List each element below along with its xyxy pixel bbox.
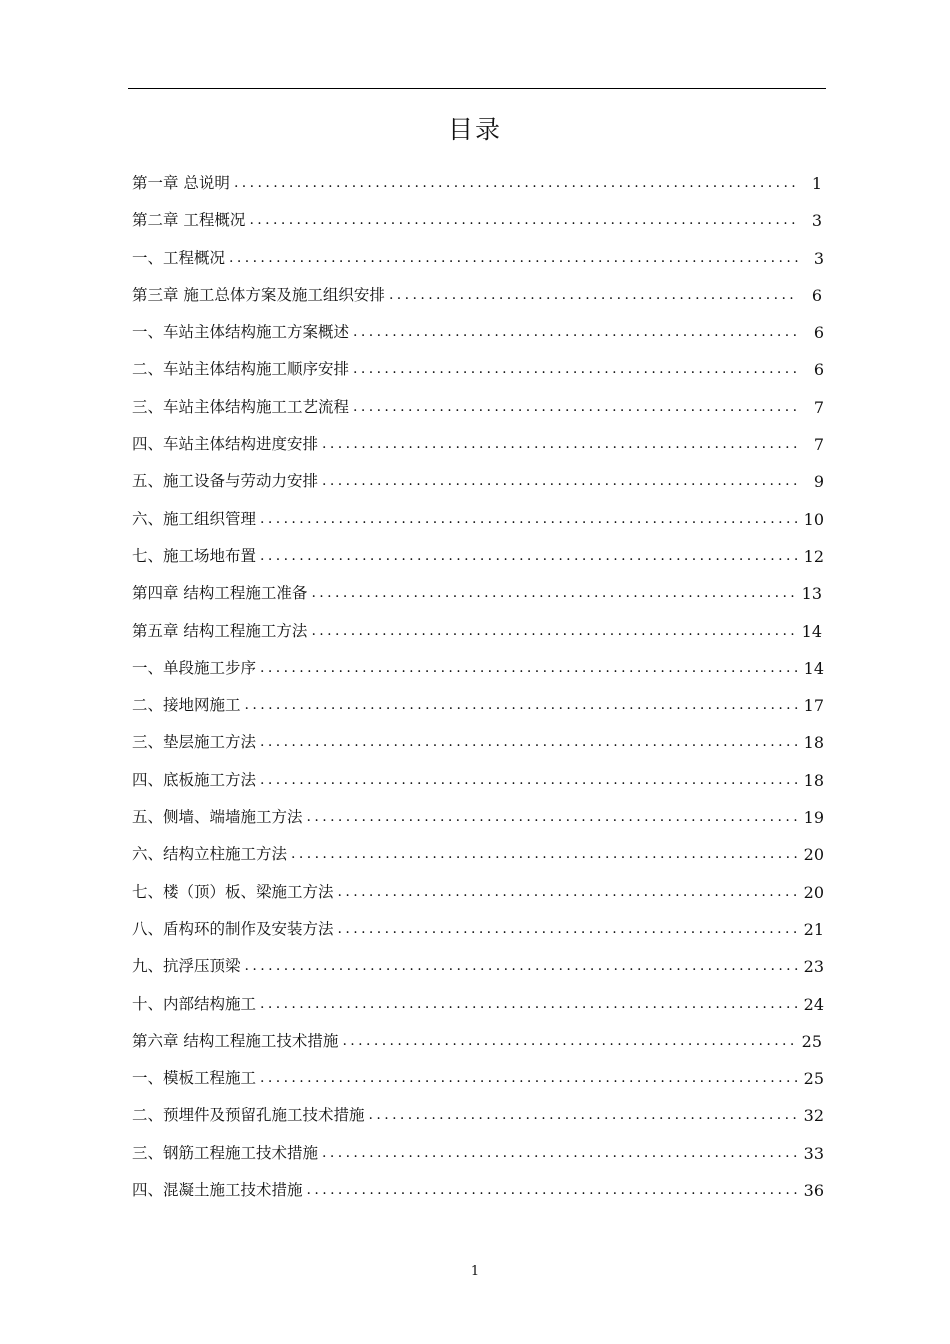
toc-entry-label: 第五章 结构工程施工方法 bbox=[132, 621, 308, 640]
toc-entry-label: 二、车站主体结构施工顺序安排 bbox=[132, 360, 350, 379]
toc-entry[interactable] bbox=[132, 948, 832, 985]
toc-entry-page: 21 bbox=[803, 919, 824, 939]
toc-entry[interactable] bbox=[132, 799, 832, 836]
toc-entry-page: 20 bbox=[803, 882, 824, 902]
toc-entry-page: 9 bbox=[813, 472, 824, 492]
toc-entry-label: 第二章 工程概况 bbox=[132, 211, 246, 230]
toc-entry-label: 四、车站主体结构进度安排 bbox=[132, 435, 319, 454]
toc-entry-label: 第六章 结构工程施工技术措施 bbox=[132, 1031, 339, 1050]
toc-entry[interactable] bbox=[132, 277, 832, 314]
toc-entry[interactable] bbox=[132, 1060, 832, 1097]
toc-entry-label: 第三章 施工总体方案及施工组织安排 bbox=[132, 285, 385, 304]
toc-entry-page: 12 bbox=[803, 546, 824, 566]
toc-dot-leader bbox=[260, 1060, 798, 1097]
toc-entry[interactable] bbox=[132, 165, 832, 202]
toc-entry-label: 三、垫层施工方法 bbox=[132, 733, 257, 752]
toc-entry-label: 一、工程概况 bbox=[132, 248, 226, 267]
toc-dot-leader bbox=[245, 687, 798, 724]
toc-entry[interactable] bbox=[132, 1172, 832, 1209]
toc-entry-label: 五、侧墙、端墙施工方法 bbox=[132, 808, 303, 827]
toc-dot-leader bbox=[307, 1172, 798, 1209]
toc-entry[interactable] bbox=[132, 501, 832, 538]
toc-entry-label: 七、施工场地布置 bbox=[132, 546, 257, 565]
toc-dot-leader bbox=[311, 575, 796, 612]
toc-entry-page: 1 bbox=[811, 174, 822, 193]
toc-entry-page: 18 bbox=[803, 770, 824, 790]
toc-entry[interactable] bbox=[132, 724, 832, 761]
toc-entry[interactable] bbox=[132, 202, 832, 239]
toc-entry[interactable] bbox=[132, 1023, 832, 1060]
toc-entry-page: 36 bbox=[803, 1181, 824, 1201]
toc-entry-page: 3 bbox=[811, 211, 822, 231]
toc-entry[interactable] bbox=[132, 986, 832, 1023]
toc-entry-label: 七、楼（顶）板、梁施工方法 bbox=[132, 882, 334, 901]
page-number: 1 bbox=[470, 1264, 480, 1279]
toc-entry-label: 二、预埋件及预留孔施工技术措施 bbox=[132, 1106, 365, 1125]
toc-entry[interactable] bbox=[132, 613, 832, 650]
toc-dot-leader bbox=[322, 1135, 798, 1172]
toc-entry-label: 一、单段施工步序 bbox=[132, 658, 257, 677]
toc-dot-leader bbox=[322, 463, 798, 500]
toc-entry-page: 25 bbox=[801, 1031, 822, 1051]
toc-entry-label: 二、接地网施工 bbox=[132, 696, 241, 715]
toc-entry-label: 一、车站主体结构施工方案概述 bbox=[132, 323, 350, 342]
toc-dot-leader bbox=[338, 874, 798, 911]
toc-entry[interactable] bbox=[132, 314, 832, 351]
toc-entry-page: 33 bbox=[803, 1143, 824, 1163]
toc-dot-leader bbox=[353, 389, 798, 426]
toc-dot-leader bbox=[307, 799, 798, 836]
toc-entry-label: 一、模板工程施工 bbox=[132, 1069, 257, 1088]
toc-dot-leader bbox=[338, 911, 798, 948]
toc-entry[interactable] bbox=[132, 650, 832, 687]
toc-dot-leader bbox=[369, 1097, 798, 1134]
toc-entry[interactable] bbox=[132, 911, 832, 948]
toc-entry-label: 九、抗浮压顶梁 bbox=[132, 957, 241, 976]
toc-entry-label: 六、施工组织管理 bbox=[132, 509, 257, 528]
toc-entry[interactable] bbox=[132, 1097, 832, 1134]
toc-entry-page: 19 bbox=[803, 808, 824, 828]
toc-dot-leader bbox=[245, 948, 798, 985]
toc-entry-page: 14 bbox=[801, 621, 822, 641]
toc-entry-page: 32 bbox=[803, 1106, 824, 1126]
toc-dot-leader bbox=[260, 538, 798, 575]
toc-dot-leader bbox=[353, 351, 798, 388]
toc-dot-leader bbox=[311, 613, 796, 650]
toc-entry[interactable] bbox=[132, 463, 832, 500]
toc-entry-label: 六、结构立柱施工方法 bbox=[132, 845, 288, 864]
toc-entry[interactable] bbox=[132, 762, 832, 799]
toc-entry[interactable] bbox=[132, 389, 832, 426]
toc-entry[interactable] bbox=[132, 874, 832, 911]
toc-list bbox=[132, 165, 832, 1209]
toc-entry-page: 17 bbox=[803, 696, 824, 716]
toc-dot-leader bbox=[260, 724, 798, 761]
toc-entry-label: 五、施工设备与劳动力安排 bbox=[132, 472, 319, 491]
toc-entry-page: 6 bbox=[813, 360, 824, 380]
toc-entry-page: 10 bbox=[803, 509, 824, 529]
toc-entry-label: 四、混凝土施工技术措施 bbox=[132, 1181, 303, 1200]
toc-entry-label: 三、钢筋工程施工技术措施 bbox=[132, 1143, 319, 1162]
toc-title: 目录 bbox=[447, 115, 502, 144]
toc-entry-label: 四、底板施工方法 bbox=[132, 770, 257, 789]
toc-entry-page: 6 bbox=[811, 285, 822, 305]
header-rule bbox=[128, 88, 826, 89]
toc-entry[interactable] bbox=[132, 351, 832, 388]
toc-entry[interactable] bbox=[132, 836, 832, 873]
toc-entry-page: 25 bbox=[803, 1069, 824, 1089]
toc-dot-leader bbox=[260, 501, 798, 538]
toc-entry-page: 6 bbox=[813, 323, 824, 343]
toc-entry[interactable] bbox=[132, 1135, 832, 1172]
toc-entry-page: 24 bbox=[803, 994, 824, 1014]
toc-dot-leader bbox=[389, 277, 796, 314]
toc-dot-leader bbox=[260, 986, 798, 1023]
toc-entry-page: 20 bbox=[803, 845, 824, 865]
toc-entry-page: 23 bbox=[803, 957, 824, 977]
toc-entry-label: 十、内部结构施工 bbox=[132, 994, 257, 1013]
toc-entry-label: 三、车站主体结构施工工艺流程 bbox=[132, 397, 350, 416]
toc-entry[interactable] bbox=[132, 426, 832, 463]
toc-entry-page: 3 bbox=[813, 248, 824, 268]
toc-dot-leader bbox=[229, 240, 798, 277]
toc-entry[interactable] bbox=[132, 687, 832, 724]
toc-dot-leader bbox=[260, 762, 798, 799]
toc-dot-leader bbox=[291, 836, 798, 873]
toc-entry[interactable] bbox=[132, 240, 832, 277]
toc-dot-leader bbox=[353, 314, 798, 351]
toc-entry-page: 7 bbox=[813, 397, 824, 417]
toc-dot-leader bbox=[322, 426, 798, 463]
toc-entry-page: 18 bbox=[803, 733, 824, 753]
toc-dot-leader bbox=[342, 1023, 796, 1060]
toc-entry[interactable] bbox=[132, 575, 832, 612]
toc-entry-page: 13 bbox=[801, 584, 822, 604]
toc-dot-leader bbox=[234, 165, 796, 202]
toc-entry-page: 7 bbox=[813, 435, 824, 455]
toc-dot-leader bbox=[260, 650, 798, 687]
toc-entry-page: 14 bbox=[803, 658, 824, 678]
toc-entry-label: 第一章 总说明 bbox=[132, 174, 230, 192]
toc-entry-label: 第四章 结构工程施工准备 bbox=[132, 584, 308, 603]
toc-entry[interactable] bbox=[132, 538, 832, 575]
toc-dot-leader bbox=[249, 202, 796, 239]
toc-entry-label: 八、盾构环的制作及安装方法 bbox=[132, 919, 334, 938]
